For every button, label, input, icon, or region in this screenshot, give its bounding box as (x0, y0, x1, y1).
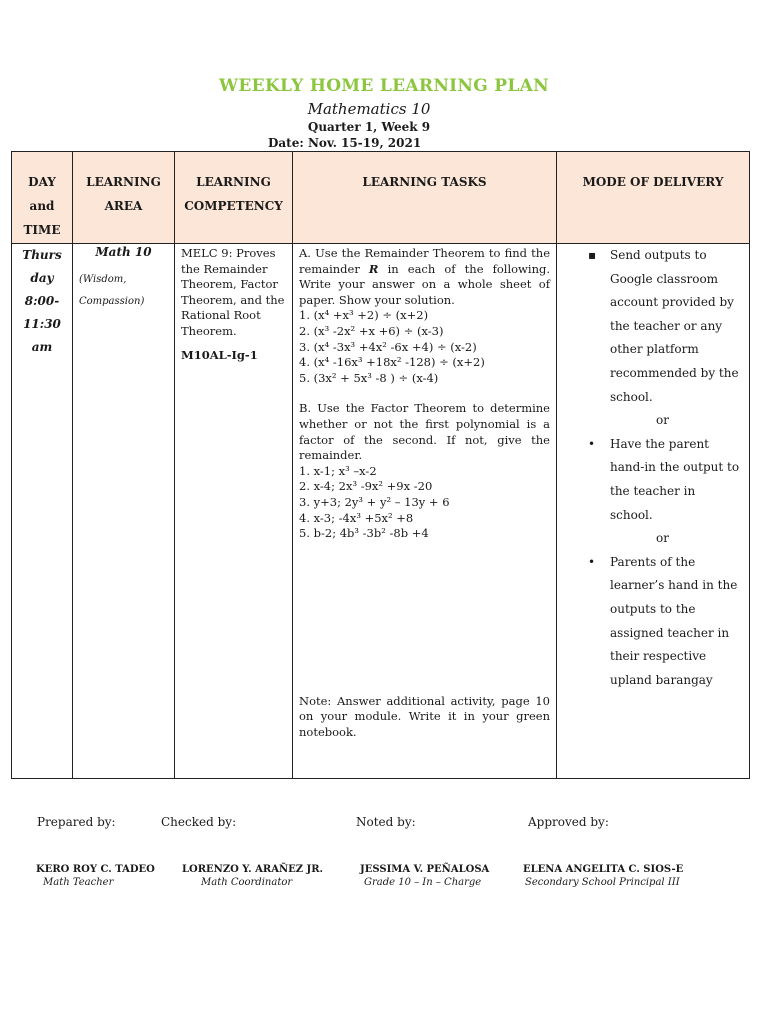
task-b-instructions: B. Use the Factor Theorem to determine whether or not the first polynomial is a factor of the second. If not, give the remainder. (299, 401, 550, 463)
time-line: 8:00- (24, 294, 60, 308)
noted-by-name: JESSIMA V. PEÑALOSA (360, 864, 490, 875)
header-mode-of-delivery: MODE OF DELIVERY (557, 152, 750, 244)
time-line: 11:30 (23, 317, 61, 331)
competency-code: M10AL-Ig-1 (181, 347, 258, 362)
list-item: 5. (3x² + 5x³ -8 ) ÷ (x-4) (299, 370, 439, 385)
list-item: 4. x-3; -4x³ +5x² +8 (299, 510, 414, 525)
list-item: 3. y+3; 2y³ + y² – 13y + 6 (299, 494, 450, 509)
mode-of-delivery-cell (557, 244, 750, 779)
delivery-list (584, 244, 741, 692)
prepared-by-name: KERO ROY C. TADEO (36, 864, 155, 875)
prepared-by-label: Prepared by: (37, 815, 116, 829)
task-a-instructions (299, 246, 550, 308)
core-values (73, 269, 174, 313)
approved-by-position: Secondary School Principal III (525, 877, 680, 888)
learning-plan-table (11, 151, 750, 779)
list-item: 2. (x³ -2x² +x +6) ÷ (x-3) (299, 323, 444, 338)
header-day-time (12, 152, 73, 244)
approved-by-label: Approved by: (528, 815, 609, 829)
header-learning-area (73, 152, 175, 244)
list-item: 4. (x⁴ -16x³ +18x² -128) ÷ (x+2) (299, 355, 485, 370)
core-value-line: (Wisdom, (79, 274, 127, 285)
list-item: 3. (x⁴ -3x³ +4x² -6x +4) ÷ (x-2) (299, 339, 477, 354)
learning-tasks-cell (293, 244, 557, 779)
learning-area-cell (73, 244, 175, 779)
learning-area-name: Math 10 (95, 245, 152, 259)
noted-by-label: Noted by: (356, 815, 416, 829)
date-label: Date: Nov. 15-19, 2021 (268, 136, 422, 150)
core-value-line: Compassion) (79, 296, 145, 307)
task-a-list (299, 308, 550, 386)
checked-by-position: Math Coordinator (201, 877, 293, 888)
competency-cell (175, 244, 293, 779)
additional-activity-note: Note: Answer additional activity, page 10 on your module. Write it in your green notebook. (299, 693, 550, 739)
or-separator: or (656, 413, 669, 428)
header-learning-competency (175, 152, 293, 244)
header-day-line-2: and (29, 199, 55, 213)
list-item (584, 551, 741, 693)
checked-by-name: LORENZO Y. ARAÑEZ JR. (182, 864, 324, 875)
header-area-line-1: LEARNING (86, 175, 161, 189)
delivery-option-text: Parents of the learner’s hand in the outputs to the assigned teacher in their respective upland barangay (610, 554, 738, 687)
document-title: WEEKLY HOME LEARNING PLAN (219, 76, 549, 96)
header-comp-line-1: LEARNING (196, 175, 271, 189)
round-bullet-icon: • (588, 436, 596, 451)
day-line: Thurs (22, 248, 62, 262)
list-item: 2. x-4; 2x³ -9x² +9x -20 (299, 479, 433, 494)
subject-title: Mathematics 10 (307, 100, 431, 118)
list-item (584, 244, 741, 409)
approved-by-name: ELENA ANGELITA C. SIOS-E (523, 864, 684, 875)
quarter-label: Quarter 1, Week 9 (307, 120, 431, 134)
list-item: 1. (x⁴ +x³ +2) ÷ (x+2) (299, 308, 429, 323)
competency-text: MELC 9: Proves the Remainder Theorem, Factor Theorem, and the Rational Root Theorem. (181, 246, 285, 338)
table-header-row (12, 152, 750, 244)
list-item (584, 433, 741, 527)
delivery-option-text: Have the parent hand-in the output to the teacher in school. (610, 436, 740, 522)
or-separator: or (656, 531, 669, 546)
header-day-line-1: DAY (28, 175, 56, 189)
square-bullet-icon: ▪ (588, 248, 597, 262)
day-time-cell (12, 244, 73, 779)
header-area-line-2: AREA (104, 199, 143, 213)
day-line: day (30, 271, 54, 285)
list-item: 1. x-1; x³ –x-2 (299, 463, 377, 478)
header-day-line-3: TIME (23, 223, 61, 237)
task-b-list (299, 464, 550, 542)
table-row (12, 244, 750, 779)
task-a-intro-end: in each of the following. Write your answer on a whole sheet of paper. Show your solution. (299, 261, 550, 307)
remainder-variable: R (368, 261, 379, 276)
header-comp-line-2: COMPETENCY (184, 199, 283, 213)
delivery-option-text: Send outputs to Google classroom account provided by the teacher or any other platform recommended by the school. (610, 248, 739, 404)
checked-by-label: Checked by: (161, 815, 237, 829)
noted-by-position: Grade 10 – In – Charge (364, 877, 482, 888)
task-a-intro-start: A. Use the Remainder Theorem to find the remainder (299, 246, 550, 276)
prepared-by-position: Math Teacher (43, 877, 114, 888)
time-line: am (31, 340, 53, 354)
round-bullet-icon: • (588, 554, 596, 569)
list-item: 5. b-2; 4b³ -3b² -8b +4 (299, 526, 429, 541)
header-learning-tasks: LEARNING TASKS (293, 152, 557, 244)
